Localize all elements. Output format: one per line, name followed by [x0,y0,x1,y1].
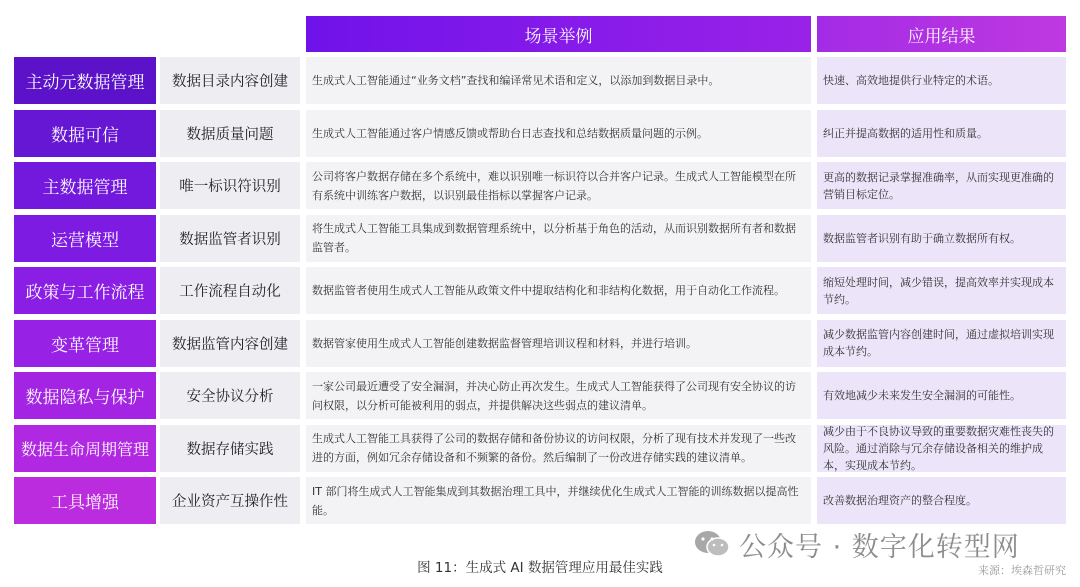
row-result-text: 有效地减少未来发生安全漏洞的可能性。 [823,389,1021,402]
row-scenario-label: 数据监管内容创建 [160,320,300,367]
column-header-scenario: 场景举例 [306,16,811,52]
row-category-label: 数据生命周期管理 [14,425,156,472]
row-example-text: 生成式人工智能通过“业务文档”查找和编译常见术语和定义，以添加到数据目录中。 [312,74,720,87]
table-row [0,215,1080,262]
row-result-text: 缩短处理时间，减少错误，提高效率并实现成本节约。 [823,275,1054,306]
row-scenario-label: 安全协议分析 [160,372,300,419]
row-result-cell [817,425,1066,472]
row-result-cell [817,215,1066,262]
table-row [0,477,1080,524]
row-result-text: 减少数据监管内容创建时间，通过虚拟培训实现成本节约。 [823,328,1054,358]
row-result-text: 纠正并提高数据的适用性和质量。 [823,126,988,140]
row-scenario-label: 数据质量问题 [160,110,300,157]
row-example-cell [306,110,811,157]
table-row [0,162,1080,209]
watermark-text: 公众号 · 数字化转型网 [739,531,1020,563]
row-result-text: 改善数据治理资产的整合程度。 [823,494,977,507]
column-header-result: 应用结果 [817,16,1066,52]
row-result-text: 数据监管者识别有助于确立数据所有权。 [823,231,1021,245]
row-example-cell [306,425,811,472]
row-result-cell [817,477,1066,524]
row-category-label: 数据隐私与保护 [14,372,156,419]
row-example-text: 将生成式人工智能工具集成到数据管理系统中，以分析基于角色的活动，从而识别数据所有者和数据监管者。 [312,222,796,254]
row-result-cell [817,57,1066,104]
row-example-cell [306,320,811,367]
wechat-icon [693,529,731,559]
row-example-text: 公司将客户数据存储在多个系统中，难以识别唯一标识符以合并客户记录。生成式人工智能模型在所有系统中训练客户数据，以识别最佳指标以掌握客户记录。 [312,169,796,202]
row-scenario-label: 工作流程自动化 [160,267,300,314]
row-category-label: 变革管理 [14,320,156,367]
table-row [0,320,1080,367]
row-scenario-label: 数据目录内容创建 [160,57,300,104]
row-example-text: 数据管家使用生成式人工智能创建数据监督管理培训议程和材料，并进行培训。 [312,336,697,350]
row-result-cell [817,372,1066,419]
table-row [0,267,1080,314]
row-scenario-label: 数据存储实践 [160,425,300,472]
row-category-label: 主动元数据管理 [14,57,156,104]
row-result-cell [817,320,1066,367]
table-row [0,372,1080,419]
row-category-label: 政策与工作流程 [14,267,156,314]
row-category-label: 运营模型 [14,215,156,262]
row-scenario-label: 企业资产互操作性 [160,477,300,524]
row-example-text: 生成式人工智能工具获得了公司的数据存储和备份协议的访问权限，分析了现有技术并发现了一些改进的方面，例如冗余存储设备和不频繁的备份。然后编制了一份改进存储实践的建议清单。 [312,432,796,464]
row-result-cell [817,162,1066,209]
source-note: 来源：埃森哲研究 [978,564,1066,577]
row-example-text: 数据监管者使用生成式人工智能从政策文件中提取结构化和非结构化数据，用于自动化工作流程。 [312,284,785,297]
figure-caption: 图 11：生成式 AI 数据管理应用最佳实践 [417,560,663,576]
row-example-cell [306,477,811,524]
row-example-cell [306,57,811,104]
row-category-label: 数据可信 [14,110,156,157]
row-result-cell [817,110,1066,157]
row-category-label: 主数据管理 [14,162,156,209]
row-result-text: 更高的数据记录掌握准确率，从而实现更准确的营销目标定位。 [823,170,1054,201]
row-result-cell [817,267,1066,314]
row-example-cell [306,215,811,262]
row-example-text: 一家公司最近遭受了安全漏洞，并决心防止再次发生。生成式人工智能获得了公司现有安全协议的访问权限，以分析可能被利用的弱点，并提供解决这些弱点的建议清单。 [312,379,796,412]
row-example-cell [306,162,811,209]
row-example-text: IT 部门将生成式人工智能集成到其数据治理工具中，并继续优化生成式人工智能的训练数据以提高性能。 [312,484,799,517]
table-row [0,425,1080,472]
row-category-label: 工具增强 [14,477,156,524]
row-example-text: 生成式人工智能通过客户情感反馈或帮助台日志查找和总结数据质量问题的示例。 [312,126,708,140]
row-example-cell [306,267,811,314]
row-scenario-label: 数据监管者识别 [160,215,300,262]
table-row [0,110,1080,157]
table-row [0,57,1080,104]
row-scenario-label: 唯一标识符识别 [160,162,300,209]
row-example-cell [306,372,811,419]
row-result-text: 快速、高效地提供行业特定的术语。 [823,74,999,87]
row-result-text: 减少由于不良协议导致的重要数据灾难性丧失的风险。通过消除与冗余存储设备相关的维护成本，实现成本节约。 [823,424,1054,472]
